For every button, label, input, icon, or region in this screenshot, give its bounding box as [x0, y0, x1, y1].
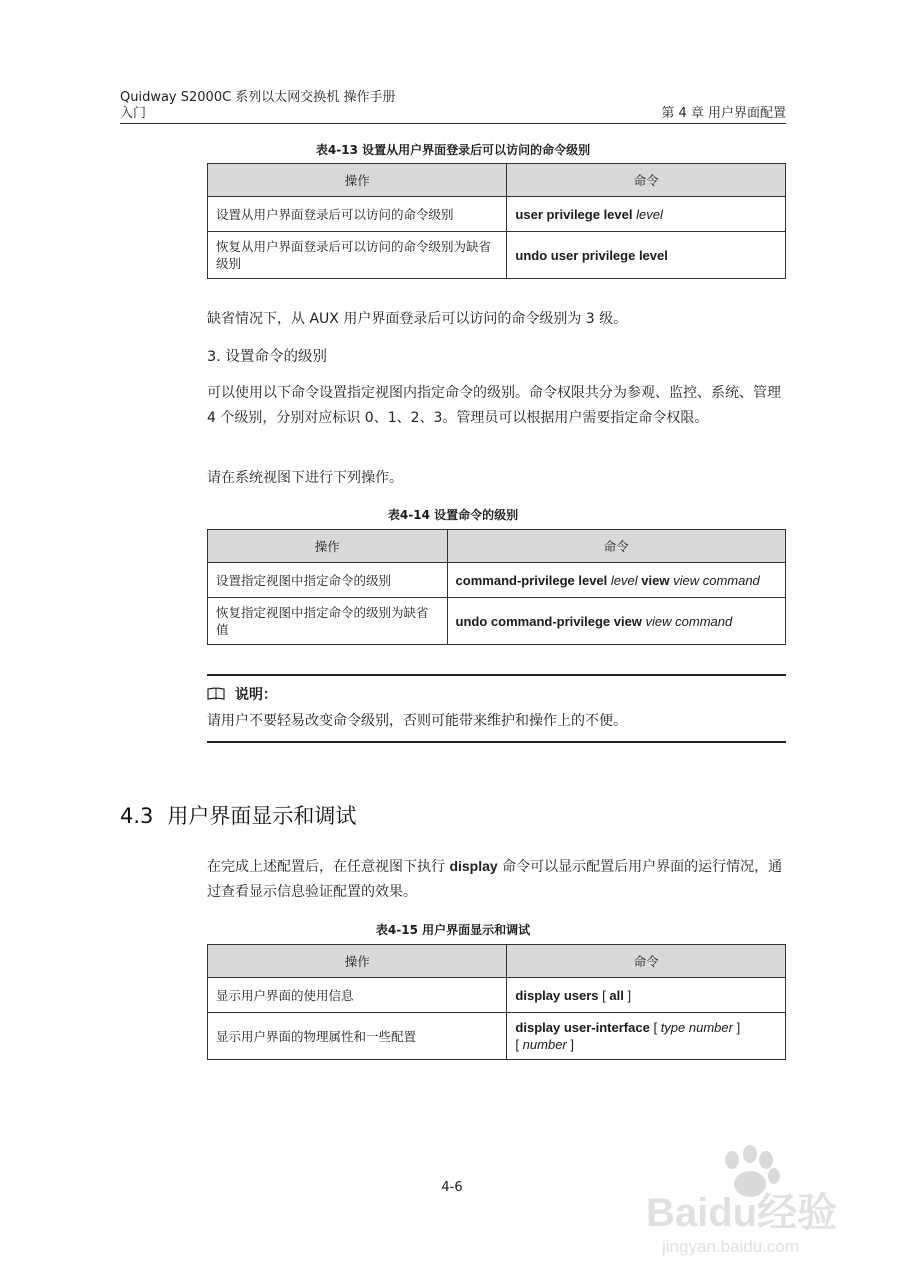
table-4-13	[207, 163, 786, 279]
section-number: 4.3	[120, 804, 154, 828]
command-argument: view command	[673, 572, 760, 588]
command-cell	[447, 563, 785, 598]
header-section: 入门	[120, 106, 147, 121]
note-bottom-rule	[207, 741, 786, 743]
optional-bracket: ]	[570, 1037, 574, 1052]
operation-cell: 设置从用户界面登录后可以访问的命令级别	[208, 197, 507, 232]
table-4-13-caption: 表4-13 设置从用户界面登录后可以访问的命令级别	[315, 143, 591, 157]
table-row	[208, 232, 786, 279]
table-row	[208, 598, 786, 645]
optional-bracket: ]	[736, 1020, 741, 1035]
page-number: 4-6	[441, 1180, 463, 1195]
level-description-paragraph: 可以使用以下命令设置指定视图内指定命令的级别。命令权限共分为参观、监控、系统、管理 4 个级别，分别对应标识 0、1、2、3。管理员可以根据用户需要指定命令权限。	[207, 385, 781, 426]
command-cell	[447, 598, 785, 645]
table-header-row	[208, 164, 786, 197]
command-keyword: undo command-privilege view	[455, 613, 642, 629]
header-chapter: 第 4 章 用户界面配置	[661, 106, 786, 121]
note-heading	[207, 684, 277, 704]
command-cell	[507, 1013, 786, 1060]
table-row	[208, 563, 786, 598]
table-row	[208, 1013, 786, 1060]
display-command: display	[449, 858, 498, 874]
operation-cell: 显示用户界面的物理属性和一些配置	[208, 1013, 507, 1060]
section-4-3-paragraph	[207, 854, 787, 905]
column-header-command: 命令	[447, 530, 785, 563]
paragraph-text: 命令可以显示配置后用户界面的运行情况，通过查看显示信息验证配置的效果。	[207, 859, 783, 900]
paw-logo-icon	[640, 1140, 870, 1260]
operation-cell: 设置指定视图中指定命令的级别	[208, 563, 448, 598]
note-label: 说明：	[235, 687, 277, 703]
command-argument: type number	[660, 1020, 733, 1035]
optional-bracket: [	[653, 1020, 658, 1035]
note-text: 请用户不要轻易改变命令级别，否则可能带来维护和操作上的不便。	[207, 713, 627, 729]
command-argument: level	[636, 206, 663, 222]
note-top-rule	[207, 674, 786, 676]
command-argument: view command	[645, 613, 733, 629]
paragraph-text: 在完成上述配置后，在任意视图下执行	[207, 859, 445, 875]
optional-bracket: [	[515, 1037, 520, 1052]
column-header-command: 命令	[507, 164, 786, 197]
command-keyword: all	[609, 987, 624, 1003]
table-header-row	[208, 945, 786, 978]
table-4-14-caption: 表4-14 设置命令的级别	[387, 508, 519, 522]
system-view-paragraph: 请在系统视图下进行下列操作。	[207, 470, 403, 486]
command-keyword: display user-interface	[515, 1020, 650, 1035]
section-heading	[120, 800, 356, 830]
command-keyword: undo user privilege level	[515, 247, 668, 263]
command-argument: number	[522, 1037, 567, 1052]
baidu-jingyan-watermark	[640, 1140, 870, 1260]
table-header-row	[208, 530, 786, 563]
table-4-15	[207, 944, 786, 1060]
watermark-brand: Baidu经验	[646, 1191, 838, 1235]
operation-cell: 显示用户界面的使用信息	[208, 978, 507, 1013]
command-cell	[507, 232, 786, 279]
column-header-operation: 操作	[208, 945, 507, 978]
book-icon	[207, 687, 225, 701]
section-title: 用户界面显示和调试	[167, 804, 357, 828]
command-keyword: user privilege level	[515, 206, 633, 222]
document-title: Quidway S2000C 系列以太网交换机 操作手册	[120, 90, 396, 105]
subheading-set-command-level: 3. 设置命令的级别	[207, 349, 327, 365]
optional-bracket: [	[602, 987, 606, 1003]
column-header-command: 命令	[507, 945, 786, 978]
column-header-operation: 操作	[208, 530, 448, 563]
header-rule	[120, 123, 786, 124]
command-keyword: command-privilege level	[455, 572, 608, 588]
table-row	[208, 978, 786, 1013]
optional-bracket: ]	[627, 987, 632, 1003]
command-argument: level	[610, 572, 638, 588]
column-header-operation: 操作	[208, 164, 507, 197]
command-keyword: display users	[515, 987, 599, 1003]
command-cell	[507, 978, 786, 1013]
command-keyword: view	[641, 572, 670, 588]
operation-cell: 恢复从用户界面登录后可以访问的命令级别为缺省级别	[208, 232, 507, 279]
table-4-15-caption: 表4-15 用户界面显示和调试	[375, 923, 531, 937]
table-row	[208, 197, 786, 232]
command-cell	[507, 197, 786, 232]
table-4-14	[207, 529, 786, 645]
default-level-paragraph: 缺省情况下，从 AUX 用户界面登录后可以访问的命令级别为 3 级。	[207, 311, 628, 327]
operation-cell: 恢复指定视图中指定命令的级别为缺省值	[208, 598, 448, 645]
watermark-url: jingyan.baidu.com	[662, 1237, 800, 1256]
